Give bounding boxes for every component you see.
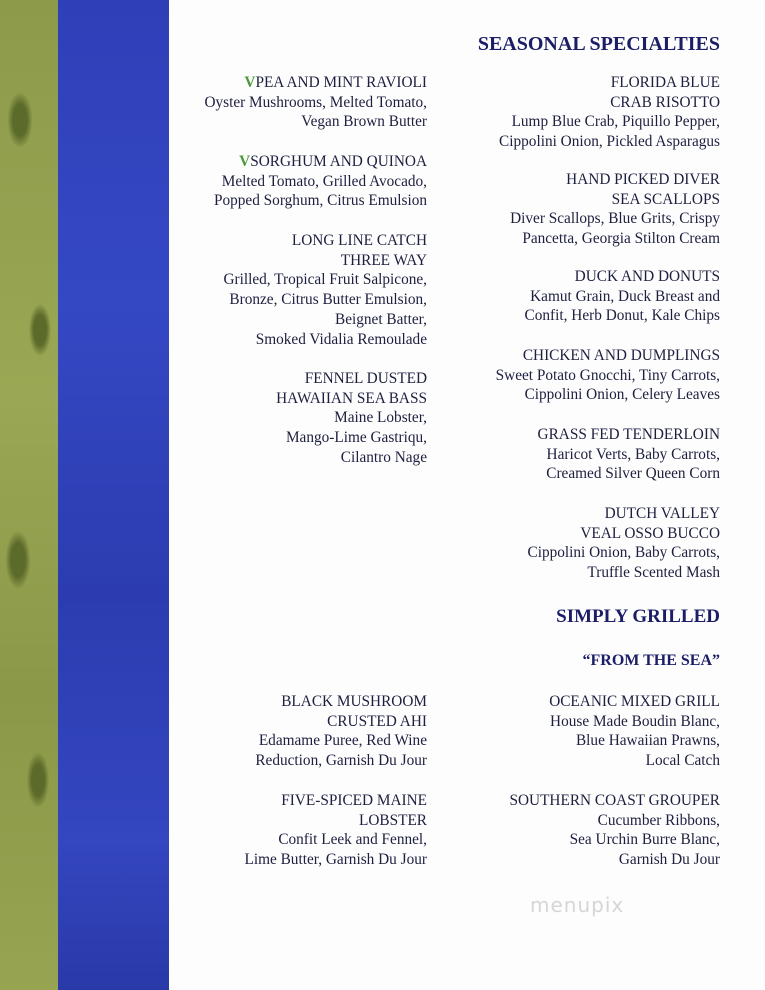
menu-item-title-text: BLACK MUSHROOM <box>281 693 427 710</box>
menu-item-description: Cilantro Nage <box>340 448 427 466</box>
menu-item-description: Kamut Grain, Duck Breast and <box>530 287 720 305</box>
menu-item <box>509 791 720 870</box>
menu-item-title <box>214 152 427 172</box>
menu-item-title-text: PEA AND MINT RAVIOLI <box>255 74 427 91</box>
menu-item-title-text: DUCK AND DONUTS <box>574 268 720 285</box>
seasonal-specialties-heading: SEASONAL SPECIALTIES <box>477 33 720 55</box>
menu-item-description: Beignet Batter, <box>335 310 427 328</box>
menu-item-description: Grilled, Tropical Fruit Salpicone, <box>223 271 427 289</box>
menu-item-title <box>245 791 428 811</box>
menu-item-title-text: FLORIDA BLUE <box>610 74 720 91</box>
menu-item-description: Confit Leek and Fennel, <box>278 831 427 849</box>
vegan-icon: V <box>239 153 251 170</box>
menu-item-description: Cucumber Ribbons, <box>597 811 720 829</box>
menu-item-description: Melted Tomato, Grilled Avocado, <box>221 172 427 190</box>
menu-item-title-text: HAND PICKED DIVER <box>566 171 720 188</box>
menu-item-title <box>245 811 428 831</box>
menu-item-description: Edamame Puree, Red Wine <box>258 732 427 750</box>
menu-item-description: Smoked Vidalia Remoulade <box>255 330 427 348</box>
menu-item-title-text: CRUSTED AHI <box>327 712 427 730</box>
menu-item-description: Confit, Herb Donut, Kale Chips <box>524 307 720 325</box>
menu-item-title-text: LONG LINE CATCH <box>291 232 427 249</box>
menu-item <box>223 231 427 349</box>
menu-item-description: Haricot Verts, Baby Carrots, <box>546 445 720 463</box>
menu-item <box>525 267 720 326</box>
menu-item-title <box>528 504 720 524</box>
menu-item-description: Lime Butter, Garnish Du Jour <box>244 851 427 869</box>
menu-item-description: Oyster Mushrooms, Melted Tomato, <box>204 93 427 111</box>
menu-item-title-text: LOBSTER <box>359 811 427 829</box>
menu-item-description: Maine Lobster, <box>334 409 427 427</box>
menu-item-title <box>549 692 720 712</box>
menu-item-title <box>499 73 720 93</box>
menu-item <box>528 504 720 583</box>
menu-item-description: Local Catch <box>645 752 720 770</box>
menu-item-title <box>525 267 720 287</box>
menu-item-description: Lump Blue Crab, Piquillo Pepper, <box>511 113 720 131</box>
menu-item-description: Mango-Lime Gastriqu, <box>285 429 427 447</box>
menu-item-title <box>510 170 720 190</box>
menu-item-title <box>276 369 427 389</box>
menu-item-title <box>223 251 427 271</box>
menu-item <box>538 425 720 484</box>
menu-item-description: Truffle Scented Mash <box>587 564 720 582</box>
menu-item-title-text: CHICKEN AND DUMPLINGS <box>522 347 720 364</box>
menu-item <box>276 369 427 468</box>
menu-item-title-text: SORGHUM AND QUINOA <box>250 153 427 170</box>
menu-item-description: Blue Hawaiian Prawns, <box>575 732 720 750</box>
menu-item <box>549 692 720 771</box>
menu-item-title-text: CRAB RISOTTO <box>610 93 720 111</box>
menupix-watermark: menupix <box>530 893 625 917</box>
menu-item-title <box>538 425 720 445</box>
menu-item-title-text: THREE WAY <box>340 251 427 269</box>
menu-item-description: Cippolini Onion, Pickled Asparagus <box>499 133 720 151</box>
menu-item <box>214 152 427 211</box>
menu-item-title <box>255 712 427 732</box>
blue-border-band <box>58 0 169 990</box>
menu-item-description: Garnish Du Jour <box>618 851 720 869</box>
menu-item <box>499 73 720 152</box>
menu-item-title-text: FIVE-SPICED MAINE <box>281 792 427 809</box>
menu-item-title <box>276 389 427 409</box>
menu-item-description: Cippolini Onion, Celery Leaves <box>524 386 720 404</box>
menu-item-title <box>223 231 427 251</box>
menu-item-description: Reduction, Garnish Du Jour <box>255 752 427 770</box>
menu-item-description: Creamed Silver Queen Corn <box>546 465 720 483</box>
menu-item-title <box>204 73 427 93</box>
menu-item <box>245 791 428 870</box>
menu-item <box>255 692 427 771</box>
menu-item-title-text: FENNEL DUSTED <box>304 370 427 387</box>
menu-item-title-text: HAWAIIAN SEA BASS <box>276 389 427 407</box>
from-the-sea-subheading: “FROM THE SEA” <box>582 652 720 669</box>
menu-item-title <box>499 93 720 113</box>
menu-item-title-text: GRASS FED TENDERLOIN <box>537 426 720 443</box>
menu-item-description: Diver Scallops, Blue Grits, Crispy <box>510 210 720 228</box>
menu-item-description: Cippolini Onion, Baby Carrots, <box>527 544 720 562</box>
menu-item-title <box>528 524 720 544</box>
menu-item-title-text: OCEANIC MIXED GRILL <box>549 693 720 710</box>
menu-item-description: Pancetta, Georgia Stilton Cream <box>522 230 720 248</box>
menu-item <box>496 346 720 405</box>
menu-item-description: Bronze, Citrus Butter Emulsion, <box>229 291 427 309</box>
menu-item <box>204 73 427 132</box>
menu-item-title-text: DUTCH VALLEY <box>604 505 720 522</box>
menu-item <box>510 170 720 249</box>
menu-item-title <box>510 190 720 210</box>
menu-item-description: Sea Urchin Burre Blanc, <box>569 831 720 849</box>
simply-grilled-heading: SIMPLY GRILLED <box>556 606 720 627</box>
menu-item-description: House Made Boudin Blanc, <box>550 712 720 730</box>
menu-item-description: Popped Sorghum, Citrus Emulsion <box>213 192 427 210</box>
menu-item-title <box>496 346 720 366</box>
menu-item-title <box>255 692 427 712</box>
green-leaf-border <box>0 0 58 990</box>
menu-item-description: Vegan Brown Butter <box>301 113 427 131</box>
vegan-icon: V <box>244 74 256 91</box>
menu-item-title-text: SOUTHERN COAST GROUPER <box>509 792 720 809</box>
menu-item-title-text: VEAL OSSO BUCCO <box>580 524 720 542</box>
menu-item-description: Sweet Potato Gnocchi, Tiny Carrots, <box>495 366 720 384</box>
menu-item-title-text: SEA SCALLOPS <box>611 190 720 208</box>
menu-item-title <box>509 791 720 811</box>
